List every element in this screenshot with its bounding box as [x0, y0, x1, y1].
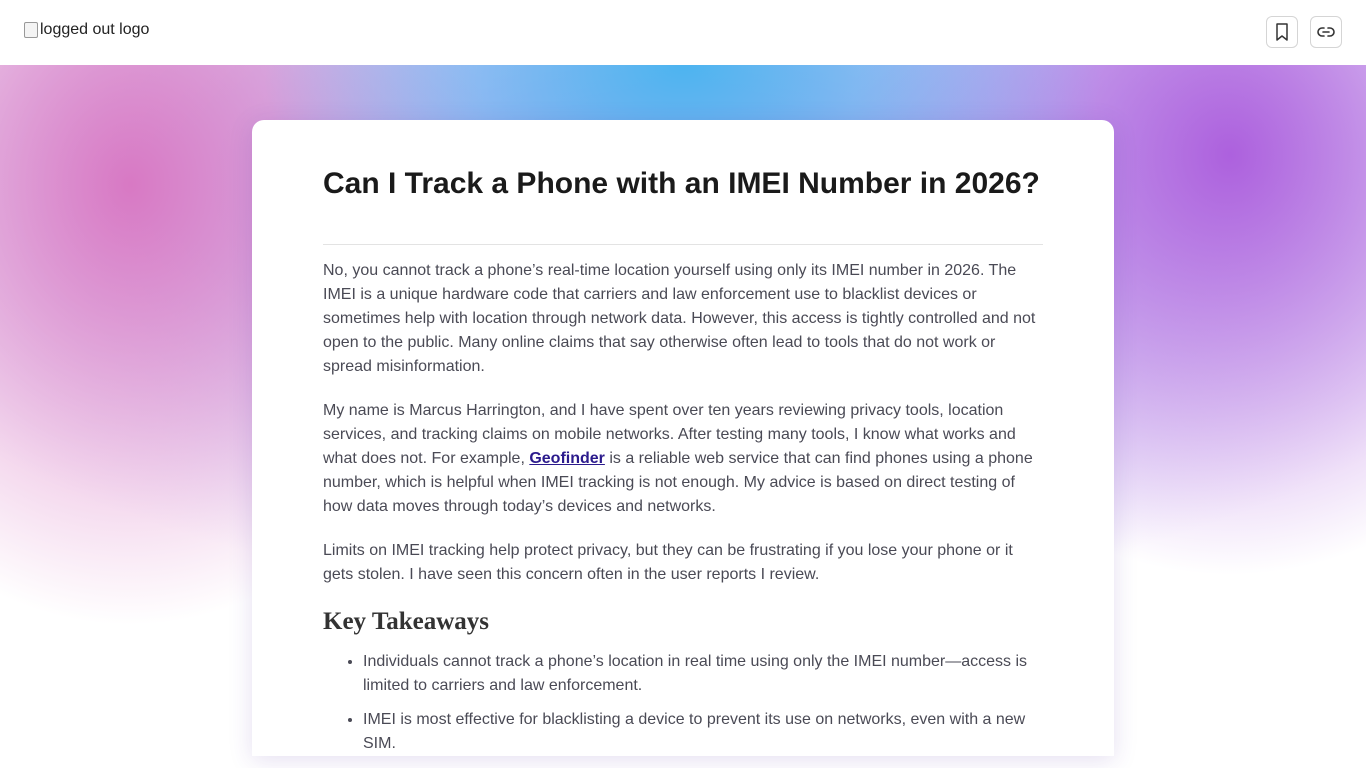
link-icon	[1317, 26, 1335, 38]
bookmark-button[interactable]	[1266, 16, 1298, 48]
article-title: Can I Track a Phone with an IMEI Number in 2026?	[323, 167, 1040, 200]
takeaways-list	[363, 650, 1043, 756]
divider	[323, 244, 1043, 245]
article-card	[252, 120, 1114, 756]
list-item: • IMEI is most effective for blacklisting a device to prevent its use on networks, even with a new SIM.	[363, 708, 1043, 756]
paragraph-limits: Limits on IMEI tracking help protect privacy, but they can be frustrating if you lose your phone or it gets stolen. I have seen this concern often in the user reports I review.	[323, 542, 1013, 583]
text: My name is Marcus Harrington, and I have spent over ten years reviewing privacy tools, location services, and tracking claims on mobile networks. After testing many tools, I know what works and what does not. For example,	[323, 402, 1016, 467]
geofinder-link[interactable]: Geofinder	[529, 450, 605, 467]
text: is a reliable web service that can find phones using a phone number, which is helpful when IMEI tracking is not enough. My advice is based on direct testing of how data moves through today’s devices and networks.	[323, 450, 1033, 515]
logo[interactable]	[24, 21, 149, 39]
copy-link-button[interactable]	[1310, 16, 1342, 48]
broken-image-icon	[24, 22, 38, 38]
paragraph-intro: No, you cannot track a phone’s real-time location yourself using only its IMEI number in 2026. The IMEI is a unique hardware code that carriers and law enforcement use to blacklist devices or sometimes help with location through network data. However, this access is tightly controlled and not open to the public. Many online claims that say otherwise often lead to tools that do not work or spread misinformation.	[323, 262, 1036, 375]
paragraph-author	[323, 399, 1043, 519]
bookmark-icon	[1275, 23, 1289, 41]
list-item: • Individuals cannot track a phone’s location in real time using only the IMEI number—access is limited to carriers and law enforcement.	[363, 650, 1043, 698]
top-header	[0, 0, 1366, 65]
logo-alt-text: logged out logo	[40, 21, 150, 38]
key-takeaways-heading: Key Takeaways	[323, 608, 490, 635]
